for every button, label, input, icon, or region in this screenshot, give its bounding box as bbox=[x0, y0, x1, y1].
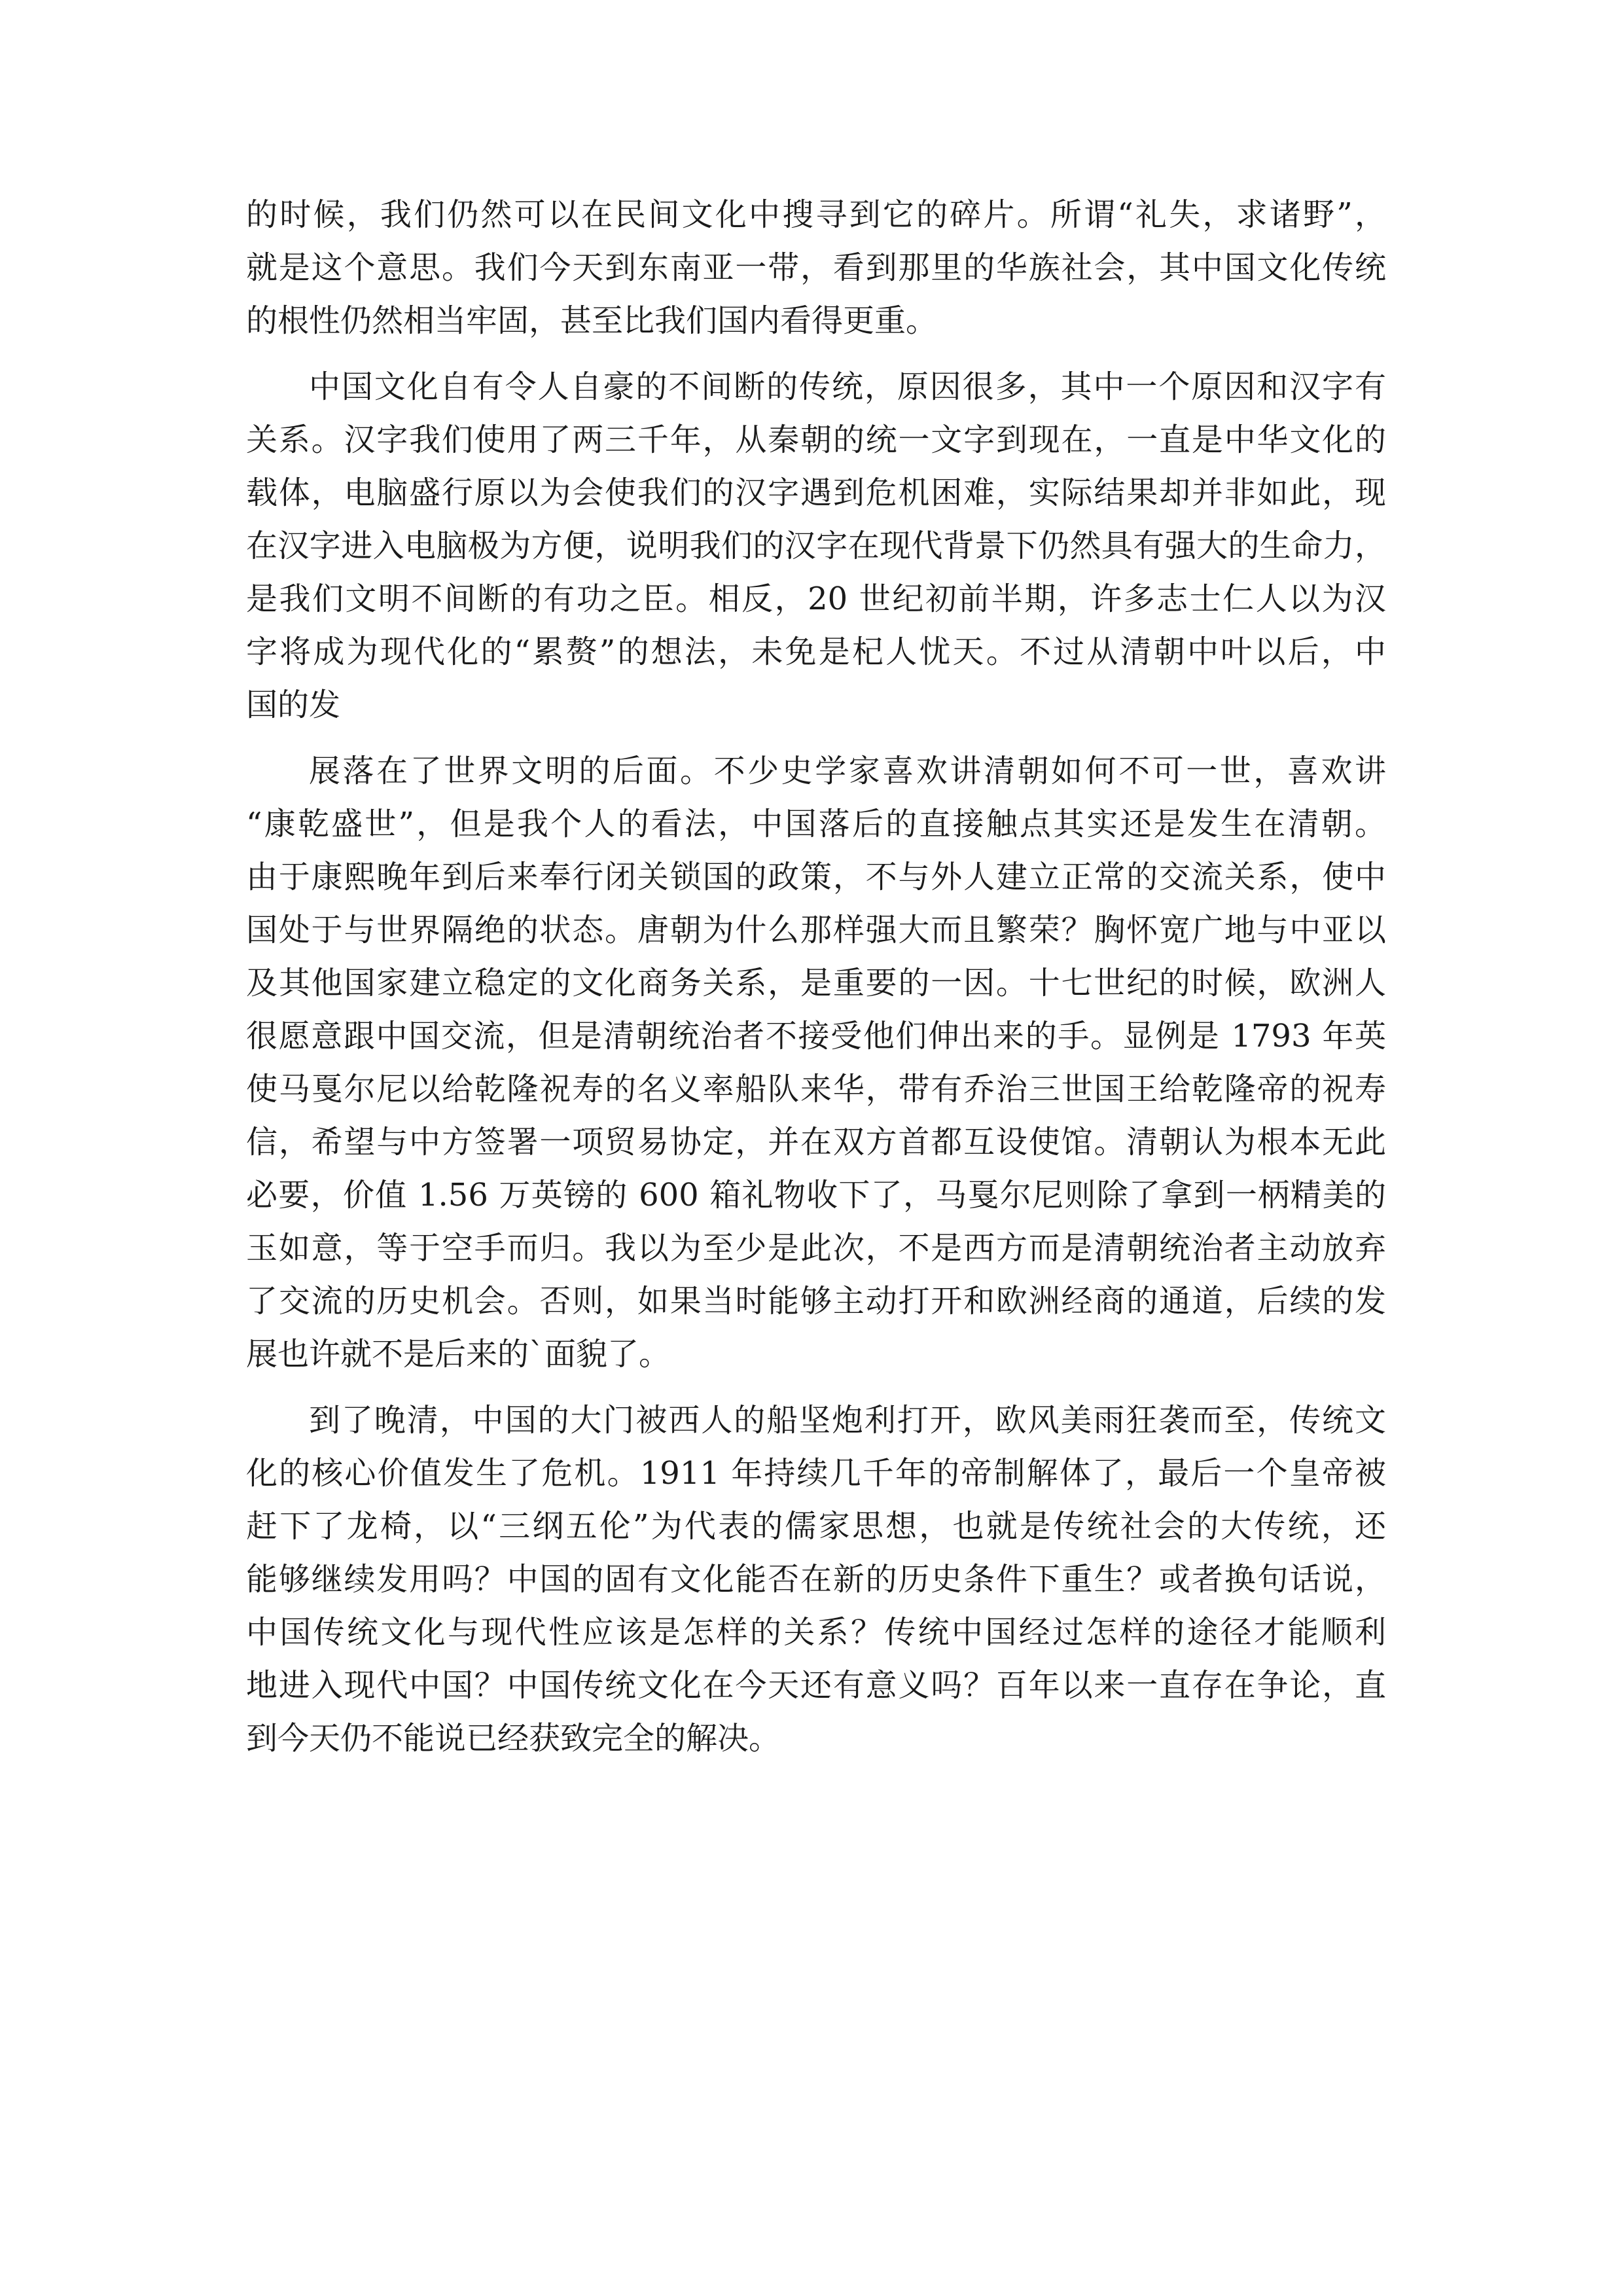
text-line: 字将成为现代化的“累赘”的想法，未免是杞人忧天。不过从清朝中叶以后，中 bbox=[246, 634, 1386, 670]
text-line: 由于康熙晚年到后来奉行闭关锁国的政策，不与外人建立正常的交流关系，使中 bbox=[246, 859, 1386, 895]
text-line: 在汉字进入电脑极为方便，说明我们的汉字在现代背景下仍然具有强大的生命力， bbox=[246, 528, 1386, 564]
text-line: 载体，电脑盛行原以为会使我们的汉字遇到危机困难，实际结果却并非如此，现 bbox=[246, 475, 1386, 511]
text-line: 能够继续发用吗？中国的固有文化能否在新的历史条件下重生？或者换句话说， bbox=[246, 1561, 1386, 1598]
body-text bbox=[246, 188, 1386, 1765]
text-line: 关系。汉字我们使用了两三千年，从秦朝的统一文字到现在，一直是中华文化的 bbox=[246, 422, 1386, 458]
text-line: 展也许就不是后来的`面貌了。 bbox=[246, 1336, 671, 1372]
paragraph-1 bbox=[246, 188, 1386, 348]
text-line: 很愿意跟中国交流，但是清朝统治者不接受他们伸出来的手。显例是 1793 年英 bbox=[246, 1018, 1386, 1054]
text-line: 及其他国家建立稳定的文化商务关系，是重要的一因。十七世纪的时候，欧洲人 bbox=[246, 965, 1386, 1001]
paragraph-3 bbox=[246, 745, 1386, 1381]
text-line: 赶下了龙椅，以“三纲五伦”为代表的儒家思想，也就是传统社会的大传统，还 bbox=[246, 1508, 1386, 1545]
text-line: 中国文化自有令人自豪的不间断的传统，原因很多，其中一个原因和汉字有 bbox=[309, 368, 1386, 405]
text-line: 信，希望与中方签署一项贸易协定，并在双方首都互设使馆。清朝认为根本无此 bbox=[246, 1124, 1386, 1160]
text-line: 到今天仍不能说已经获致完全的解决。 bbox=[246, 1720, 781, 1757]
text-line: 的根性仍然相当牢固，甚至比我们国内看得更重。 bbox=[246, 302, 938, 339]
text-line: 的时候，我们仍然可以在民间文化中搜寻到它的碎片。所谓“礼失，求诸野”， bbox=[246, 196, 1386, 233]
text-line: 地进入现代中国？中国传统文化在今天还有意义吗？百年以来一直存在争论，直 bbox=[246, 1667, 1386, 1704]
text-line: 中国传统文化与现代性应该是怎样的关系？传统中国经过怎样的途径才能顺利 bbox=[246, 1614, 1386, 1651]
text-line: 必要，价值 1.56 万英镑的 600 箱礼物收下了，马戛尔尼则除了拿到一柄精美的 bbox=[246, 1177, 1386, 1213]
paragraph-2 bbox=[246, 361, 1386, 732]
text-line: 国的发 bbox=[246, 687, 341, 723]
text-line: 是我们文明不间断的有功之臣。相反，20 世纪初前半期，许多志士仁人以为汉 bbox=[246, 581, 1386, 617]
text-line: 使马戛尔尼以给乾隆祝寿的名义率船队来华，带有乔治三世国王给乾隆帝的祝寿 bbox=[246, 1071, 1386, 1107]
text-line: 展落在了世界文明的后面。不少史学家喜欢讲清朝如何不可一世，喜欢讲 bbox=[309, 753, 1386, 789]
text-line: 玉如意，等于空手而归。我以为至少是此次，不是西方而是清朝统治者主动放弃 bbox=[246, 1230, 1386, 1266]
text-line: 国处于与世界隔绝的状态。唐朝为什么那样强大而且繁荣？胸怀宽广地与中亚以 bbox=[246, 912, 1386, 948]
text-line: 了交流的历史机会。否则，如果当时能够主动打开和欧洲经商的通道，后续的发 bbox=[246, 1283, 1386, 1319]
text-line: 到了晚清，中国的大门被西人的船坚炮利打开，欧风美雨狂袭而至，传统文 bbox=[309, 1402, 1386, 1439]
paragraph-4 bbox=[246, 1394, 1386, 1765]
text-line: 化的核心价值发生了危机。1911 年持续几千年的帝制解体了，最后一个皇帝被 bbox=[246, 1455, 1386, 1492]
text-line: 就是这个意思。我们今天到东南亚一带，看到那里的华族社会，其中国文化传统 bbox=[246, 249, 1386, 286]
text-line: “康乾盛世”，但是我个人的看法，中国落后的直接触点其实还是发生在清朝。 bbox=[246, 806, 1386, 842]
